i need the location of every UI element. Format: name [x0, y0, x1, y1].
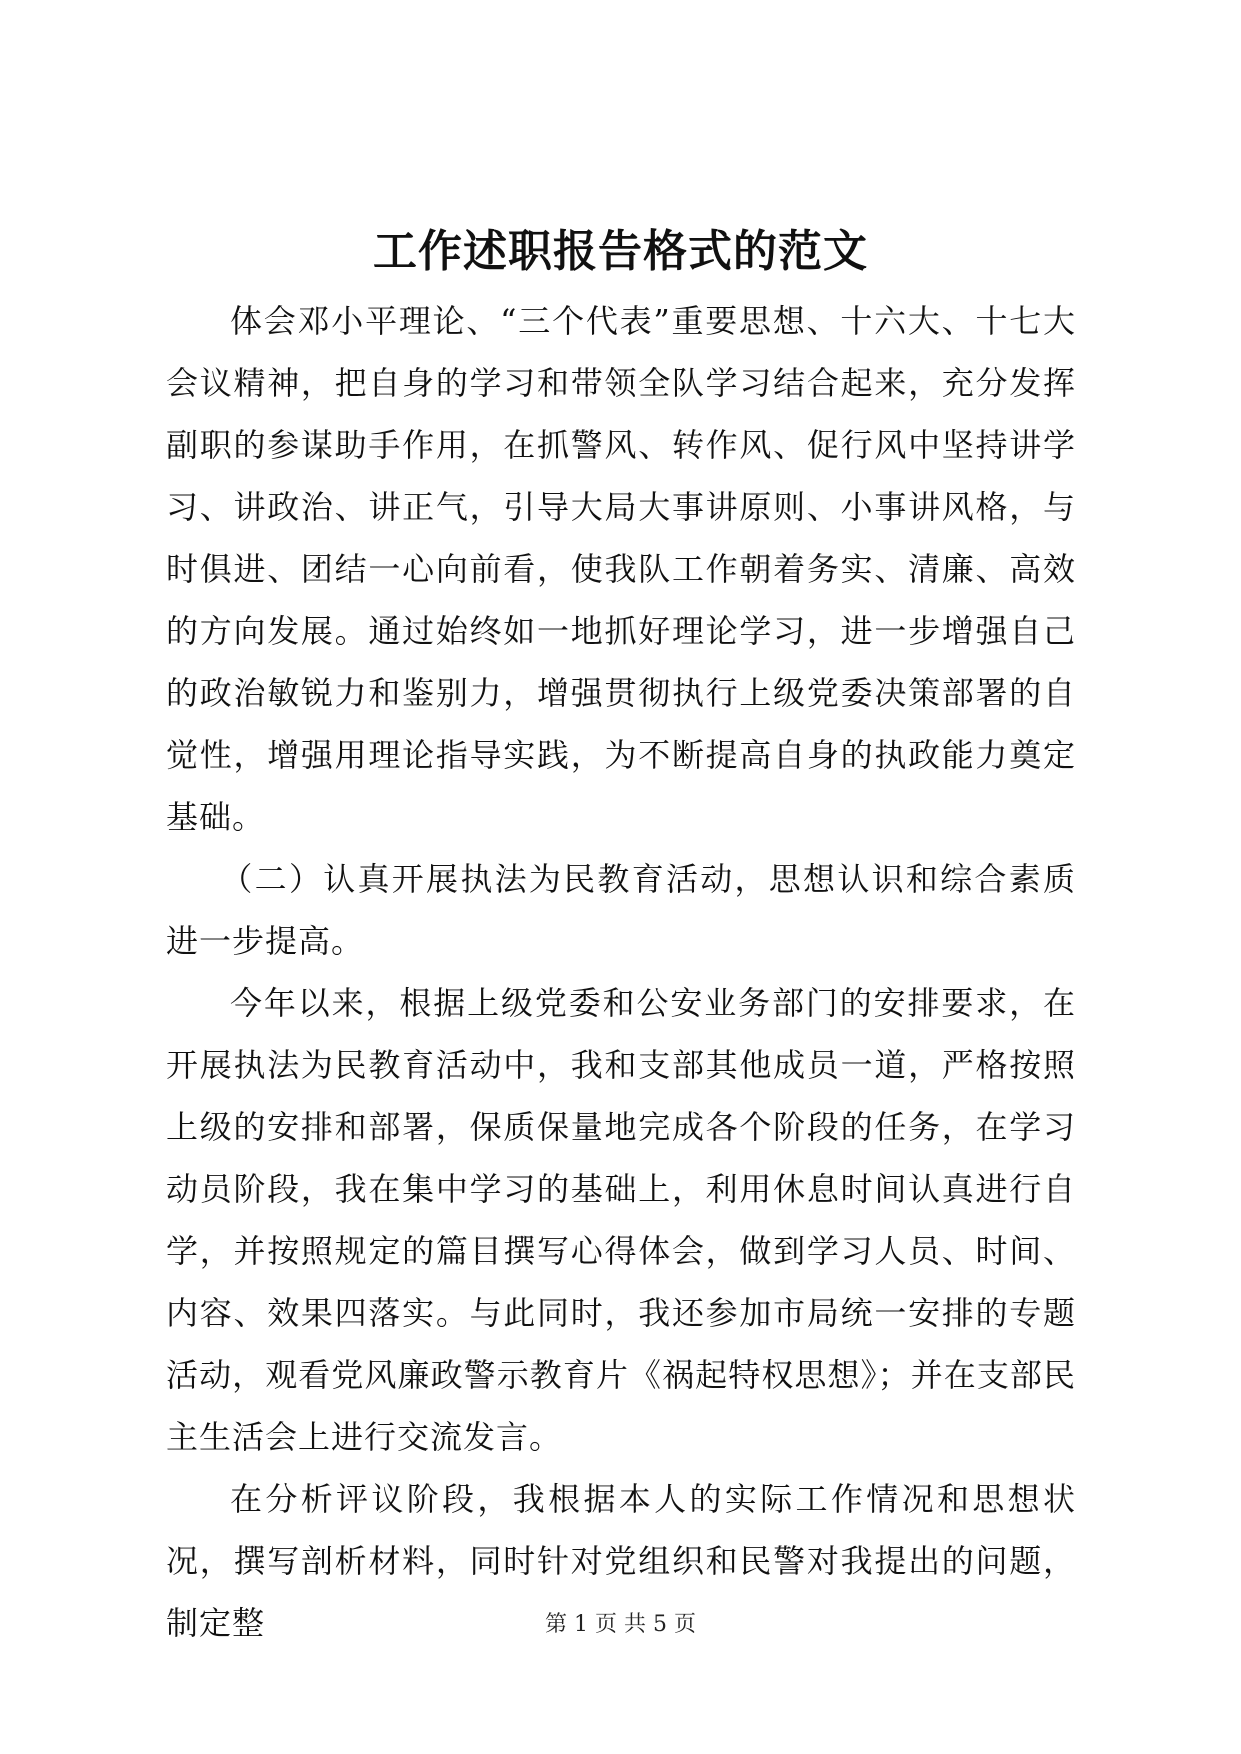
paragraph-analysis-stage: 在分析评议阶段，我根据本人的实际工作情况和思想状况，撰写剖析材料，同时针对党组织和民警对我提出的问题，制定整 — [166, 1480, 1076, 1642]
paragraph-education-activity: 今年以来，根据上级党委和公安业务部门的安排要求，在开展执法为民教育活动中，我和支部其他成员一道，严格按照上级的安排和部署，保质保量地完成各个阶段的任务，在学习动员阶段，我在集中学习的基础上，利用休息时间认真进行自学，并按照规定的篇目撰写心得体会，做到学习人员、时间、内容、效果四落实。与此同时，我还参加市局统一安排的专题活动，观看党风廉政警示教育片《祸起特权思想》；并在支部民主生活会上进行交流发言。 — [166, 984, 1076, 1456]
paragraph-theory-study: 体会邓小平理论、“三个代表”重要思想、十六大、十七大会议精神，把自身的学习和带领全队学习结合起来，充分发挥副职的参谋助手作用，在抓警风、转作风、促行风中坚持讲学习、讲政治、讲正气，引导大局大事讲原则、小事讲风格，与时俱进、团结一心向前看，使我队工作朝着务实、清廉、高效的方向发展。通过始终如一地抓好理论学习，进一步增强自己的政治敏锐力和鉴别力，增强贯彻执行上级党委决策部署的自觉性，增强用理论指导实践，为不断提高自身的执政能力奠定基础。 — [166, 302, 1076, 836]
paragraph-section-heading: （二）认真开展执法为民教育活动，思想认识和综合素质进一步提高。 — [166, 860, 1076, 960]
document-body — [166, 290, 1076, 1654]
page-number-footer: 第 1 页 共 5 页 — [545, 1612, 696, 1637]
document-title: 工作述职报告格式的范文 — [373, 226, 868, 277]
